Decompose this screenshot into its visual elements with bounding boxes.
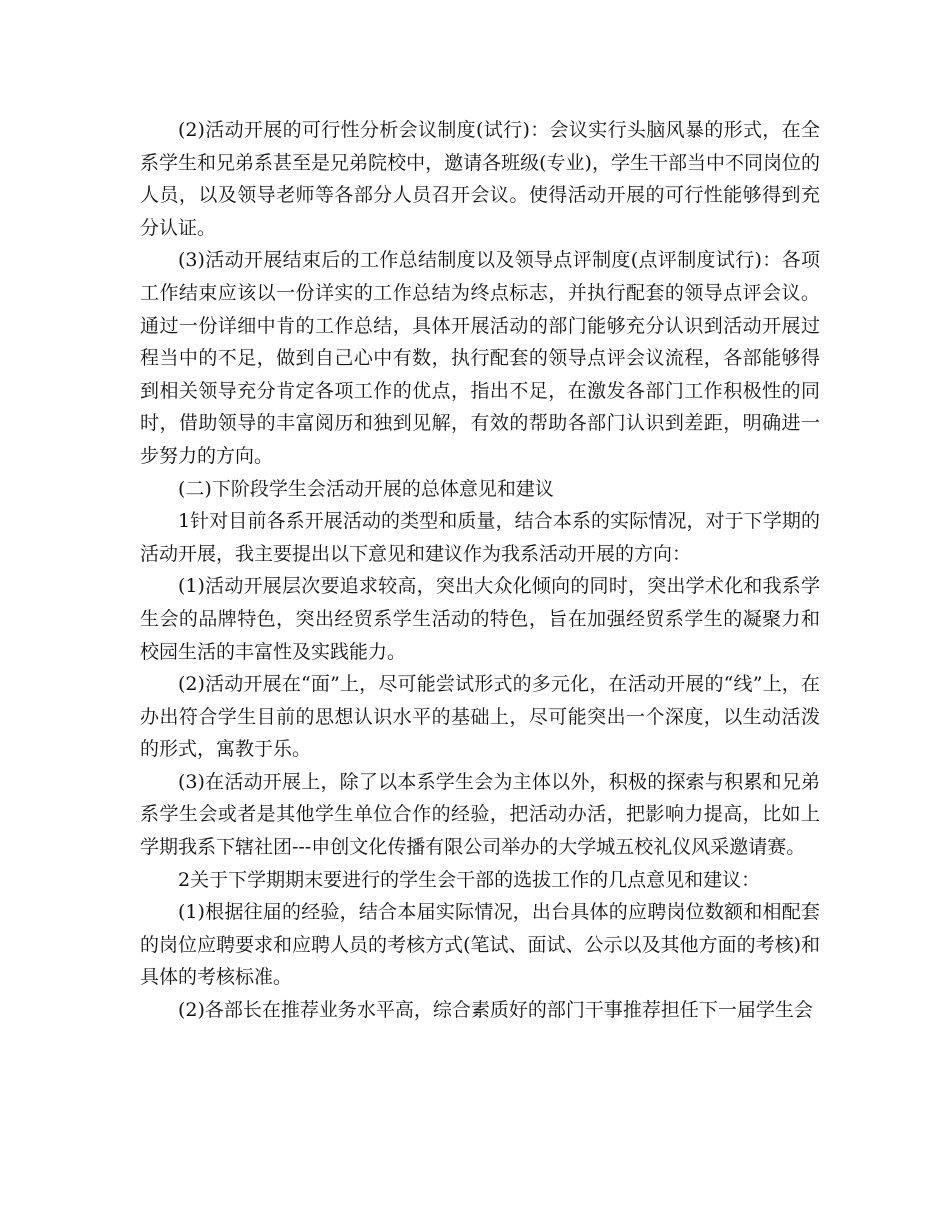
document-page — [140, 114, 820, 1027]
paragraph-cooperation: (3)在活动开展上，除了以本系学生会为主体以外，积极的探索与积累和兄弟系学生会或者是其他学生单位合作的经验，把活动办活，把影响力提高，比如上学期我系下辖社团---申创文化传播有限公司举办的大学城五校礼仪风采邀请赛。 — [140, 770, 820, 859]
paragraph-recruitment-standards: (1)根据往届的经验，结合本届实际情况，出台具体的应聘岗位数额和相配套的岗位应聘要求和应聘人员的考核方式(笔试、面试、公示以及其他方面的考核)和具体的考核标准。 — [140, 901, 820, 989]
paragraph-activity-level: (1)活动开展层次要追求较高，突出大众化倾向的同时，突出学术化和我系学生会的品牌特色，突出经贸系学生活动的特色，旨在加强经贸系学生的凝聚力和校园生活的丰富性及实践能力。 — [140, 575, 820, 663]
paragraph-point-2-intro: 2关于下学期期末要进行的学生会干部的选拔工作的几点意见和建议： — [178, 868, 761, 891]
paragraph-point-1-intro: 1针对目前各系开展活动的类型和质量，结合本系的实际情况，对于下学期的活动开展，我主要提出以下意见和建议作为我系活动开展的方向： — [140, 510, 820, 565]
paragraph-summary-review: (3)活动开展结束后的工作总结制度以及领导点评制度(点评制度试行)：各项工作结束应该以一份详实的工作总结为终点标志，并执行配套的领导点评会议。通过一份详细中肯的工作总结，具体开展活动的部门能够充分认识到活动开展过程当中的不足，做到自己心中有数，执行配套的领导点评会议流程，各部能够得到相关领导充分肯定各项工作的优点，指出不足，在激发各部门工作积极性的同时，借助领导的丰富阅历和独到见解，有效的帮助各部门认识到差距，明确进一步努力的方向。 — [140, 249, 820, 467]
paragraph-activity-form: (2)活动开展在“面”上，尽可能尝试形式的多元化，在活动开展的“线”上，在办出符合学生目前的思想认识水平的基础上，尽可能突出一个深度，以生动活泼的形式，寓教于乐。 — [140, 673, 820, 761]
paragraph-feasibility-meeting: (2)活动开展的可行性分析会议制度(试行)：会议实行头脑风暴的形式，在全系学生和兄弟系甚至是兄弟院校中，邀请各班级(专业)，学生干部当中不同岗位的人员，以及领导老师等各部分人员召开会议。使得活动开展的可行性能够得到充分认证。 — [140, 119, 820, 239]
section-heading-next-stage: (二)下阶段学生会活动开展的总体意见和建议 — [178, 477, 554, 500]
paragraph-minister-recommendation: (2)各部长在推荐业务水平高，综合素质好的部门干事推荐担任下一届学生会 — [178, 999, 813, 1022]
